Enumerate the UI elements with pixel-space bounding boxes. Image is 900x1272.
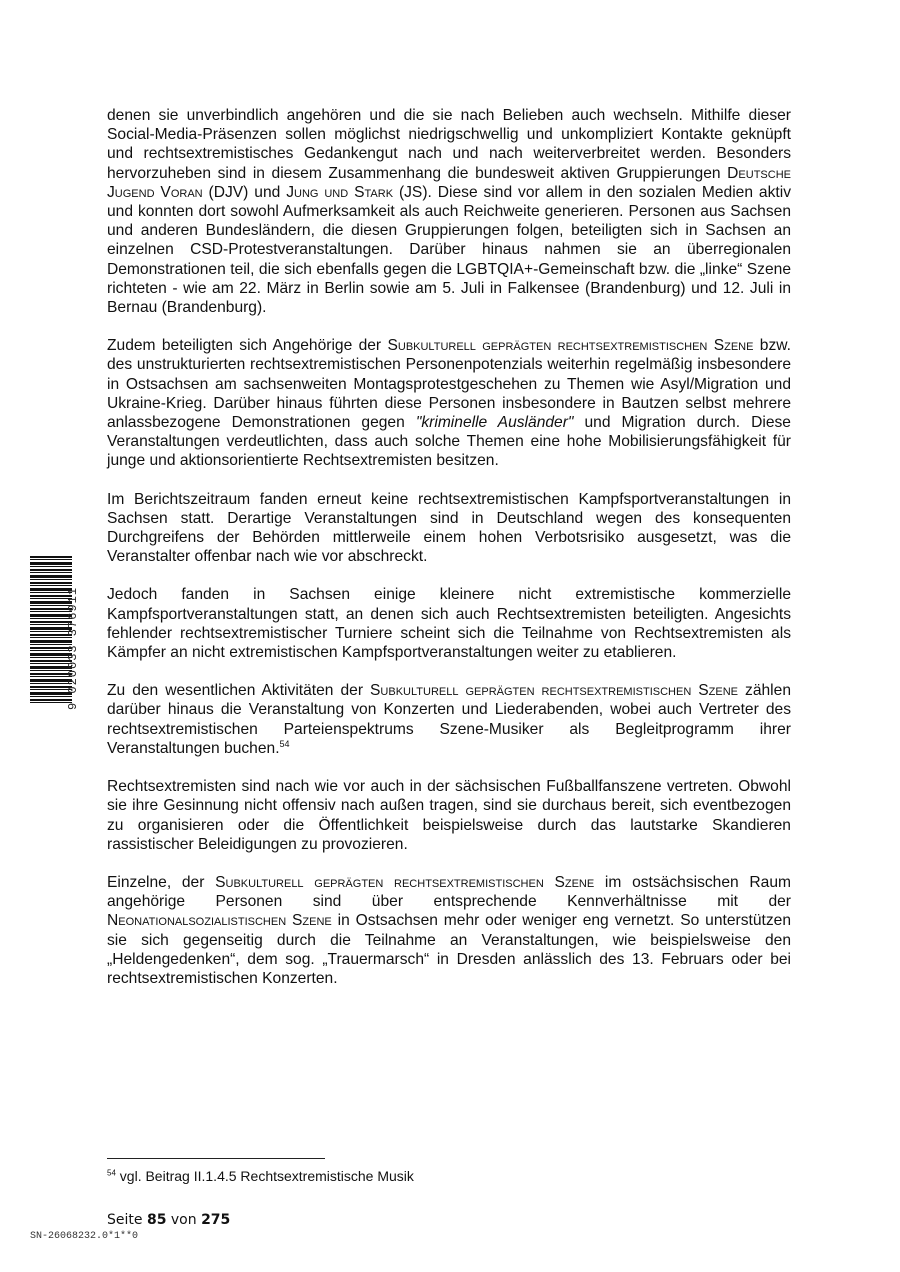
scene-name: Subkulturell geprägten rechtsextremistischen Szene <box>370 682 739 700</box>
paragraph-7-text-a: Einzelne, der <box>107 873 216 891</box>
page-current: 85 <box>146 1212 167 1228</box>
paragraph-5-text-a: Zu den wesentlichen Aktivitäten der <box>107 682 371 700</box>
document-id: SN-26068232.0*1**0 <box>30 1231 139 1242</box>
scene-name-neonazi: Neonationalsozialistischen Szene <box>107 912 332 930</box>
footnote <box>107 1168 707 1184</box>
scene-name: Subkulturell geprägten rechtsextremistischen Szene <box>387 337 754 355</box>
footnote-text: vgl. Beitrag II.1.4.5 Rechtsextremistische Musik <box>115 1168 414 1184</box>
paragraph-4: Jedoch fanden in Sachsen einige kleinere nicht extremistische kommerzielle Kampfsportveranstaltungen statt, an denen sich auch Rechtsextremisten beteiligten. Angesichts fehlender rechtsextremistischer Turniere scheint sich die Teilnahme von Rechtsextremisten als Kämpfer an nicht extremistischen Kampfsportveranstaltungen weiter zu etablieren. <box>107 586 791 662</box>
footnote-number: 54 <box>107 1168 116 1178</box>
paragraph-1-text-b: (DJV) und <box>202 183 287 201</box>
group-name-djv: Deutsche Jugend Voran <box>107 164 791 201</box>
paragraph-2-text-c: und Migration durch. Diese Veranstaltungen verdeutlichten, dass auch solche Themen eine hohe Mobilisierungsfähigkeit für junge und aktionsorientierte Rechtsextremisten besitzen. <box>107 414 791 470</box>
paragraph-1 <box>107 106 791 317</box>
body-text <box>107 106 791 1007</box>
paragraph-7-text-c: in Ostsachsen mehr oder weniger eng vernetzt. So unterstützen sie sich gegenseitig durch die Teilnahme an Veranstaltungen, wie beispielsweise den „Heldengedenken“, dem sog. „Trauermarsch“ in Dresden anlässlich des 13. Februars oder bei rechtsextremistischen Konzerten. <box>107 912 792 987</box>
page-total: 275 <box>201 1212 231 1228</box>
paragraph-6: Rechtsextremisten sind nach wie vor auch in der sächsischen Fußballfanszene vertreten. Obwohl sie ihre Gesinnung nicht offensiv nach außen tragen, sind sie durchaus bereit, sich eventbezogen zu organisieren oder die Öffentlichkeit beispielsweise durch das lautstarke Skandieren rassistischer Beleidigungen zu provozieren. <box>107 778 791 853</box>
paragraph-7 <box>107 873 791 988</box>
footnote-divider <box>107 1158 325 1159</box>
paragraph-2-text-a: Zudem beteiligten sich Angehörige der <box>107 337 388 355</box>
page-number-middle: von <box>166 1212 202 1228</box>
paragraph-5-text-b: zählen darüber hinaus die Veranstaltung von Konzerten und Liederabenden, wobei auch Vertreter des rechtsextremistischen Parteienspektrums Szene-Musiker als Begleitprogramm ihrer Veranstaltungen buchen. <box>107 682 791 757</box>
paragraph-7-text-b: im ostsächsischen Raum angehörige Personen sind über entsprechende Kennverhältnisse mit der <box>107 873 791 911</box>
scene-name: Subkulturell geprägten rechtsextremistischen Szene <box>215 873 595 891</box>
footnote-reference[interactable]: 54 <box>279 738 290 749</box>
paragraph-1-text-c: (JS). Diese sind vor allem in den sozialen Medien aktiv und konnten dort sowohl Aufmerksamkeit als auch Reichweite generieren. Personen aus Sachsen und anderen Bundesländern, die diesen Gruppierungen folgen, beteiligten sich in Sachsen an einzelnen CSD-Protestveranstaltungen. Darüber hinaus nahmen sie an überregionalen Demonstrationen teil, die sich ebenfalls gegen die LGBTQIA+-Gemeinschaft bzw. die „linke“ Szene richteten - wie am 22. März in Berlin sowie am 5. Juli in Falkensee (Brandenburg) und 12. Juli in Bernau (Brandenburg). <box>107 183 791 317</box>
barcode-digits: 9 020033 376911 <box>66 586 80 710</box>
quoted-phrase: "kriminelle Ausländer" <box>415 414 574 432</box>
paragraph-1-text-a: denen sie unverbindlich angehören und die sie nach Belieben auch wechseln. Mithilfe dieser Social-Media-Präsenzen sollen möglichst niedrigschwellig und unkompliziert Kontakte geknüpft und rechtsextremistisches Gedankengut nach und nach weiterverbreitet werden. Besonders hervorzuheben sind in diesem Zusammenhang die bundesweit aktiven Gruppierungen <box>107 107 791 182</box>
paragraph-2 <box>107 336 791 470</box>
paragraph-2-text-b: bzw. des unstrukturierten rechtsextremistischen Personenpotenzials weiterhin regelmäßig insbesondere in Ostsachsen am sachsenweiten Montagsprotestgeschehen zu Themen wie Asyl/Migration und Ukraine-Krieg. Darüber hinaus führten diese Personen insbesondere in Bautzen selbst mehrere anlassbezogene Demonstrationen gegen <box>107 337 791 432</box>
page-number-prefix: Seite <box>107 1212 147 1228</box>
paragraph-5 <box>107 681 791 758</box>
page-number <box>107 1212 230 1228</box>
group-name-js: Jung und Stark <box>286 183 394 201</box>
paragraph-3: Im Berichtszeitraum fanden erneut keine rechtsextremistischen Kampfsportveranstaltungen in Sachsen statt. Derartige Veranstaltungen sind in Deutschland wegen des konsequenten Durchgreifens der Behörden mittlerweile einem hohen Verbotsrisiko ausgesetzt, was die Veranstalter offenbar nach wie vor abschreckt. <box>107 490 791 566</box>
